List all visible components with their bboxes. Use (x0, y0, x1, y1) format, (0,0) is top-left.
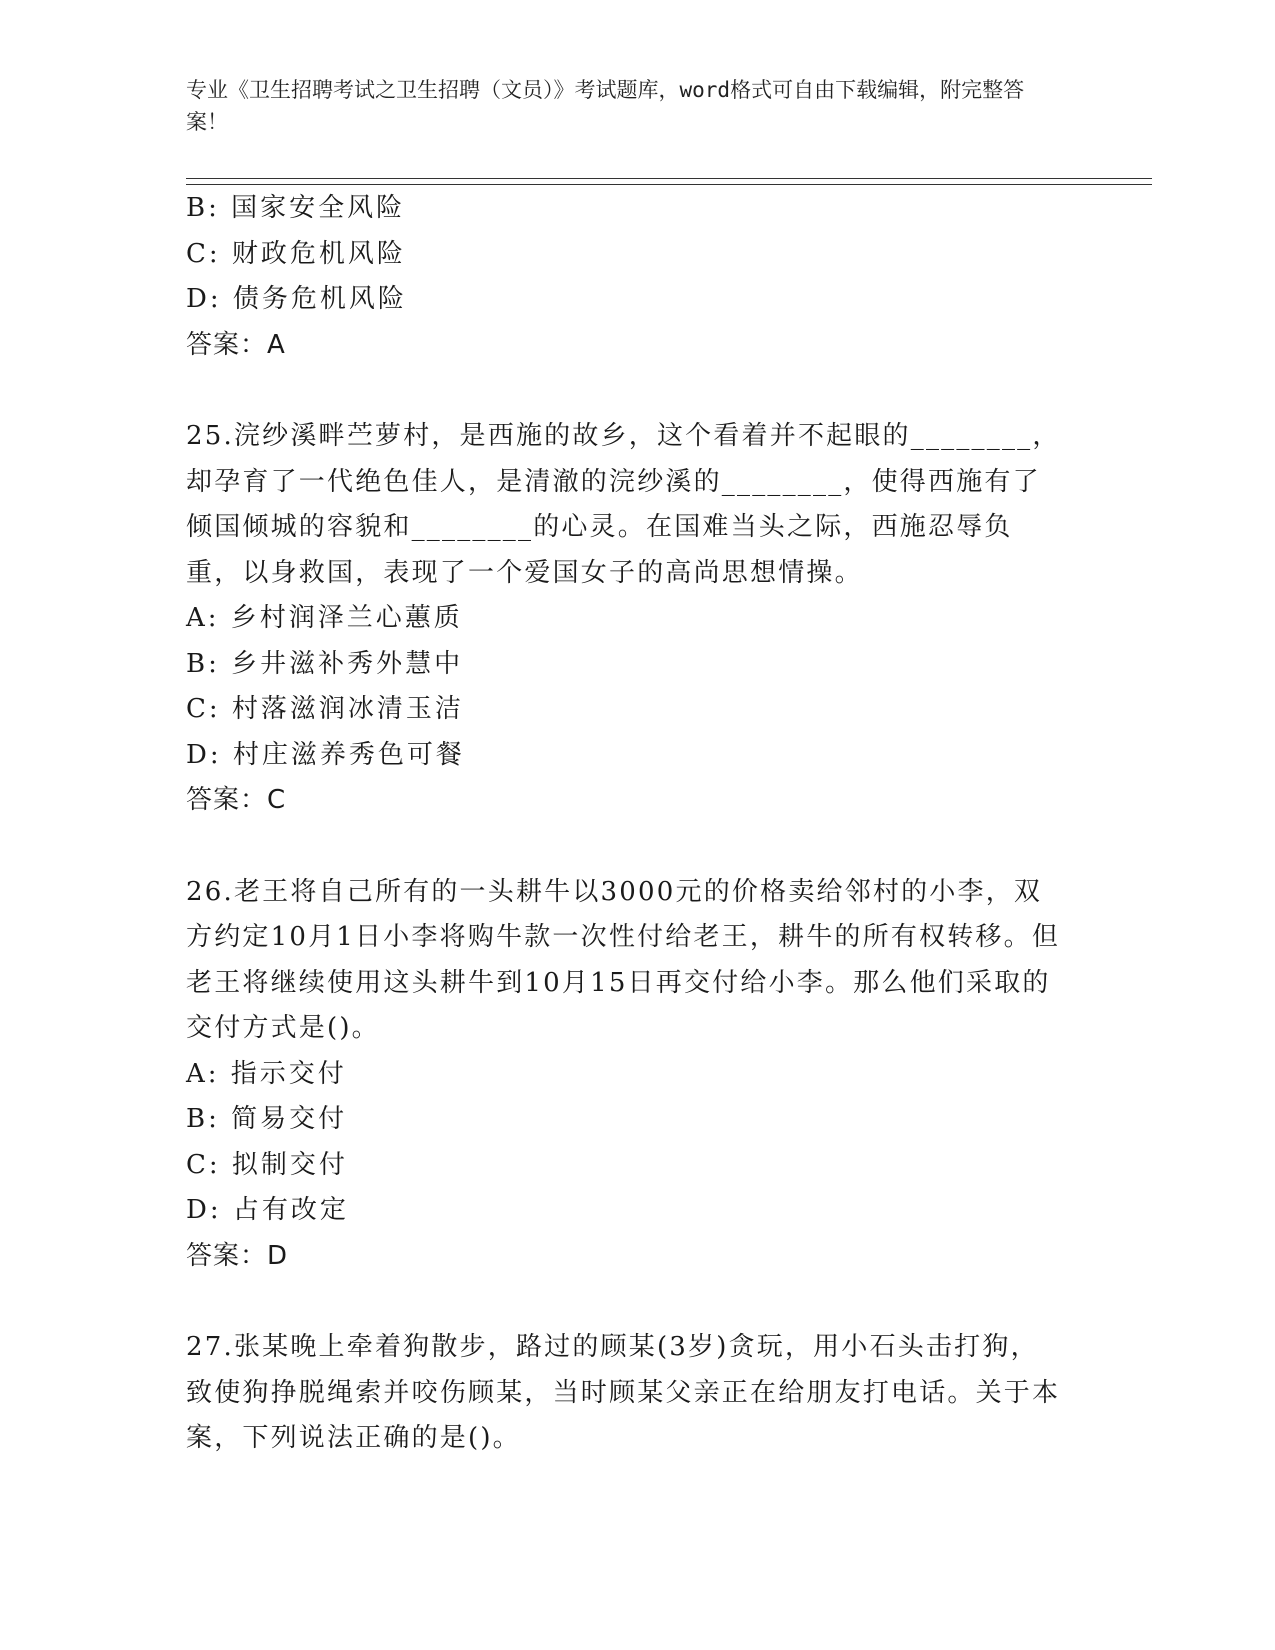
option-b: B: 乡井滋补秀外慧中 (186, 648, 464, 679)
answer-line: 答案：C (186, 785, 287, 815)
option-a: A: 乡村润泽兰心蕙质 (186, 603, 463, 633)
question-text: 27.张某晚上牵着狗散步，路过的顾某(3岁)贪玩，用小石头击打狗，致使狗挣脱绳索并咬伤顾某，当时顾某父亲正在给朋友打电话。关于本案，下列说法正确的是()。 (186, 1332, 1061, 1453)
header-title: 专业《卫生招聘考试之卫生招聘（文员）》考试题库，word格式可自由下载编辑，附完整答案！ (186, 78, 1025, 134)
option-c: C: 拟制交付 (186, 1149, 348, 1180)
question-25 (186, 414, 1066, 824)
option-d: D: 村庄滋养秀色可餐 (186, 739, 465, 770)
spacer (186, 368, 1066, 414)
question-24-continued (186, 186, 1066, 368)
answer-line: 答案：D (186, 1240, 289, 1271)
question-26 (186, 870, 1066, 1280)
document-body (186, 186, 1066, 1462)
answer-line: 答案：A (186, 329, 286, 360)
spacer (186, 1279, 1066, 1325)
option-c: C: 村落滋润冰清玉洁 (186, 694, 464, 724)
question-27 (186, 1325, 1066, 1462)
option-a: A: 指示交付 (186, 1058, 347, 1089)
option-b: B: 国家安全风险 (186, 193, 406, 223)
document-header (186, 74, 1066, 138)
option-d: D: 占有改定 (186, 1195, 349, 1225)
header-divider (186, 178, 1152, 185)
spacer (186, 824, 1066, 870)
question-text: 26.老王将自己所有的一头耕牛以3000元的价格卖给邻村的小李，双方约定10月1日小李将购牛款一次性付给老王，耕牛的所有权转移。但老王将继续使用这头耕牛到10月15日再交付给小李。那么他们采取的交付方式是()。 (186, 876, 1061, 1043)
option-c: C: 财政危机风险 (186, 238, 406, 269)
option-b: B: 简易交付 (186, 1104, 348, 1134)
option-d: D: 债务危机风险 (186, 284, 407, 314)
question-text: 25.浣纱溪畔苎萝村，是西施的故乡，这个看着并不起眼的________，却孕育了一代绝色佳人，是清澈的浣纱溪的________，使得西施有了倾国倾城的容貌和________的心灵。在国难当头之际，西施忍辱负重，以身救国，表现了一个爱国女子的高尚思想情操。 (186, 421, 1061, 588)
